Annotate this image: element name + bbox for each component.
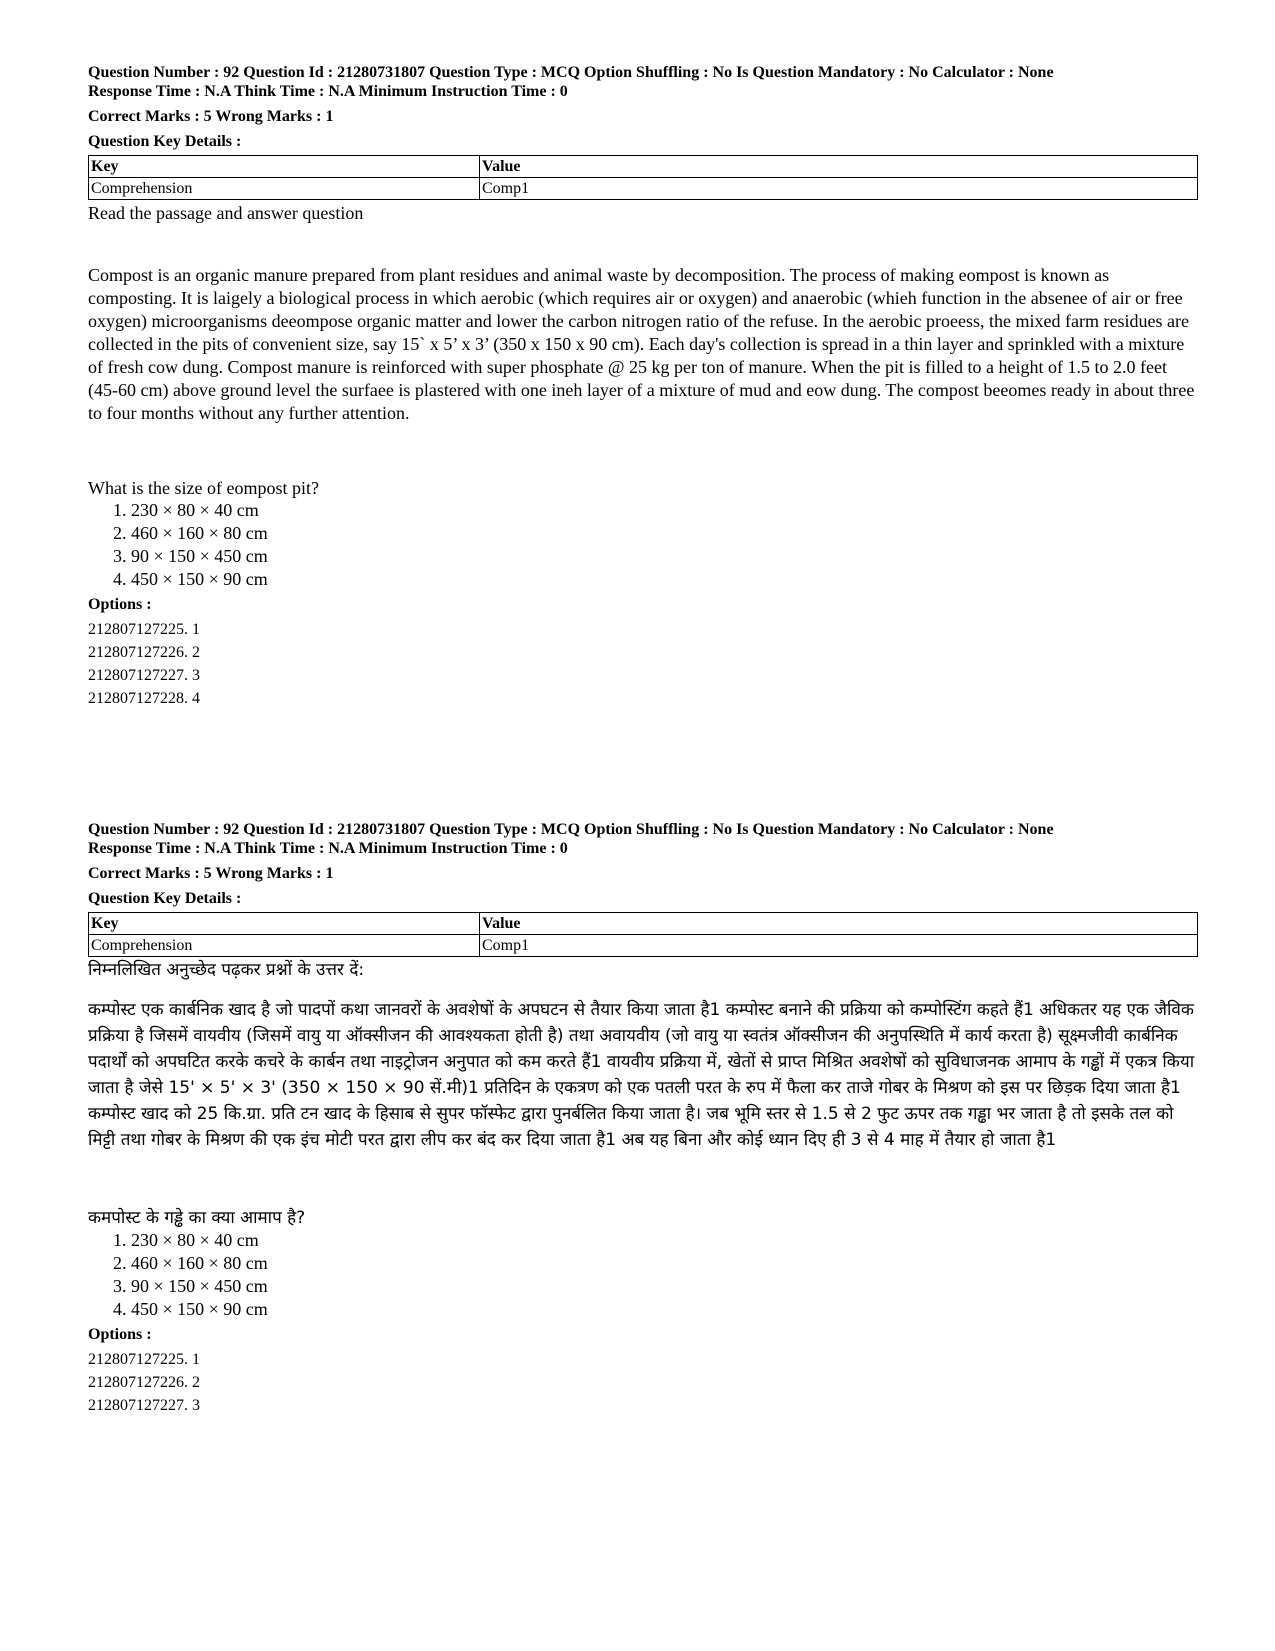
table-header-key: Key (89, 156, 480, 178)
table-cell-value: Comp1 (480, 178, 1198, 200)
table-row (89, 178, 1198, 200)
table-header-key: Key (89, 913, 480, 935)
choice-item: 4. 450 × 150 × 90 cm (113, 1299, 268, 1319)
instruction-text: Read the passage and answer question (88, 203, 364, 223)
choice-item: 1. 230 × 80 × 40 cm (113, 1230, 259, 1250)
option-id-line: 212807127228. 4 (88, 690, 200, 707)
marks-line: Correct Marks : 5 Wrong Marks : 1 (88, 865, 334, 882)
key-details-label: Question Key Details : (88, 890, 242, 907)
table-row (89, 935, 1198, 957)
options-label: Options : (88, 1326, 152, 1343)
key-details-label: Question Key Details : (88, 133, 242, 150)
option-id-line: 212807127226. 2 (88, 644, 200, 661)
question-text: कमपोस्ट के गड्ढे का क्या आमाप है? (88, 1208, 306, 1228)
question-block-hindi (88, 820, 1198, 1417)
passage-text: कम्पोस्ट एक कार्बनिक खाद है जो पादपों कथा जानवरों के अवशेषों के अपघटन से तैयार किया जाता है1 कम्पोस्ट बनाने की प्रक्रिया को कम्पोस्टिंग कहते हैं1 अधिकतर यह एक जैविक प्रक्रिया है जिसमें वायवीय (जिसमें वायु या ऑक्सीजन की आवश्यकता होती है) तथा अवायवीय (जो वायु या स्वतंत्र ऑक्सीजन की अनुपस्थिति में कार्य करता है) सूक्ष्मजीवी कार्बनिक पदार्थों को अपघटित करके कचरे के कार्बन तथा नाइट्रोजन अनुपात को कम करते हैं1 वायवीय प्रक्रिया में, खेतों से प्राप्त मिश्रित अवशेषों को सुविधाजनक आमाप के गड्ढों में एकत्र किया जाता है जेसे 15' × 5' × 3' (350 × 150 × 90 सें.मी)1 प्रतिदिन के एकत्रण को एक पतली परत के रुप में फैला कर ताजे गोबर के मिश्रण को इस पर छिड़क दिया जाता है1 कम्पोस्ट खाद को 25 कि.ग्रा. प्रति टन खाद के हिसाब से सुपर फॉस्फेट द्वारा पुनर्बलित किया जाता है। जब भूमि स्तर से 1.5 से 2 फुट ऊपर तक गड्ढा भर जाता है तो इसके तल को मिट्टी तथा गोबर के मिश्रण की एक इंच मोटी परत द्वारा लीप कर बंद कर दिया जाता है1 अब यह बिना और कोई ध्यान दिए ही 3 से 4 माह में तैयार हो जाता है1 (88, 1000, 1195, 1150)
answer-choices (88, 1229, 1198, 1321)
option-id-line: 212807127227. 3 (88, 1397, 200, 1414)
table-cell-key: Comprehension (89, 178, 480, 200)
table-header-row (89, 913, 1198, 935)
table-cell-key: Comprehension (89, 935, 480, 957)
option-id-line: 212807127227. 3 (88, 667, 200, 684)
instruction-text: निम्नलिखित अनुच्छेद पढ़कर प्रश्नों के उत्तर दें: (88, 960, 365, 980)
table-header-row (89, 156, 1198, 178)
key-details-table (88, 155, 1198, 200)
table-header-value: Value (480, 913, 1198, 935)
choice-item: 1. 230 × 80 × 40 cm (113, 500, 259, 520)
answer-choices (88, 499, 1198, 591)
option-id-line: 212807127225. 1 (88, 1351, 200, 1368)
option-id-line: 212807127226. 2 (88, 1374, 200, 1391)
question-meta-line-2: Response Time : N.A Think Time : N.A Minimum Instruction Time : 0 (88, 840, 568, 857)
options-label: Options : (88, 596, 152, 613)
choice-item: 2. 460 × 160 × 80 cm (113, 1253, 268, 1273)
choice-item: 4. 450 × 150 × 90 cm (113, 569, 268, 589)
choice-item: 3. 90 × 150 × 450 cm (113, 546, 268, 566)
question-meta-line-2: Response Time : N.A Think Time : N.A Minimum Instruction Time : 0 (88, 83, 568, 100)
choice-item: 3. 90 × 150 × 450 cm (113, 1276, 268, 1296)
question-block-english (88, 63, 1198, 710)
question-meta-line-1: Question Number : 92 Question Id : 21280731807 Question Type : MCQ Option Shuffling : No Is Question Mandatory : No Calculator : None (88, 64, 1054, 81)
key-details-table (88, 912, 1198, 957)
question-meta-line-1: Question Number : 92 Question Id : 21280731807 Question Type : MCQ Option Shuffling : No Is Question Mandatory : No Calculator : None (88, 821, 1054, 838)
table-header-value: Value (480, 156, 1198, 178)
question-text: What is the size of eompost pit? (88, 478, 319, 498)
table-cell-value: Comp1 (480, 935, 1198, 957)
choice-item: 2. 460 × 160 × 80 cm (113, 523, 268, 543)
option-id-line: 212807127225. 1 (88, 621, 200, 638)
marks-line: Correct Marks : 5 Wrong Marks : 1 (88, 108, 334, 125)
passage-text: Compost is an organic manure prepared from plant residues and animal waste by decomposition. The process of making eompost is known as composting. It is laigely a biological process in which aerobic (which requires air or oxygen) and anaerobic (whieh function in the absenee of air or free oxygen) microorganisms deeompose organic matter and lower the carbon nitrogen ratio of the refuse. In the aerobic proeess, the mixed farm residues are collected in the pits of convenient size, say 15` x 5’ x 3’ (350 x 150 x 90 cm). Each day's collection is spread in a thin layer and sprinkled with a mixture of fresh cow dung. Compost manure is reinforced with super phosphate @ 25 kg per ton of manure. When the pit is filled to a height of 1.5 to 2.0 feet (45-60 cm) above ground level the surfaee is plastered with one ineh layer of a mixture of mud and eow dung. The compost beeomes ready in about three to four months without any further attention. (88, 265, 1195, 423)
